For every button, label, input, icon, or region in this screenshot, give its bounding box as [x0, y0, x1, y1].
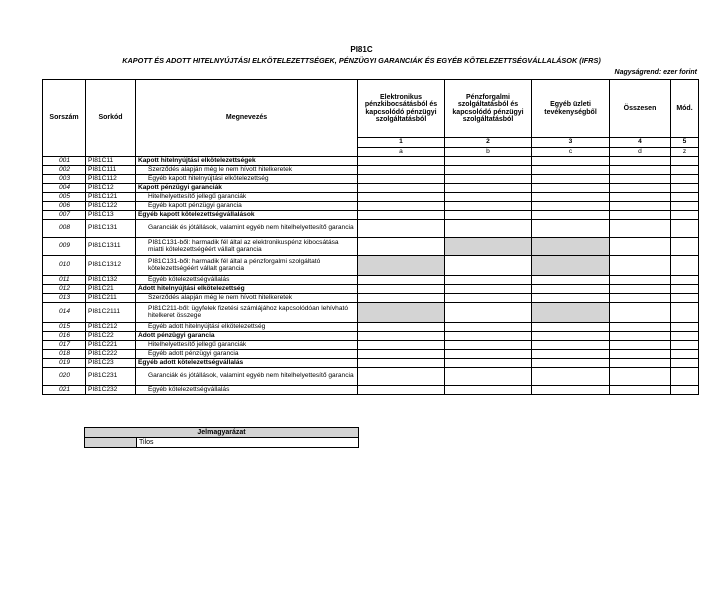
header-megnevezes: Megnevezés [136, 80, 358, 157]
row-number: 020 [43, 368, 86, 386]
value-cell[interactable] [610, 211, 671, 220]
row-number: 014 [43, 303, 86, 323]
value-cell[interactable] [532, 193, 610, 202]
table-row [43, 157, 699, 166]
row-code: PI81C121 [86, 193, 136, 202]
table-row [43, 193, 699, 202]
table-row [43, 303, 699, 323]
value-cell [532, 303, 610, 323]
row-code: PI81C212 [86, 323, 136, 332]
value-cell[interactable] [358, 220, 445, 238]
value-cell [358, 256, 445, 276]
row-number: 015 [43, 323, 86, 332]
table-row [43, 323, 699, 332]
value-cell [358, 303, 445, 323]
value-cell[interactable] [358, 386, 445, 395]
table-row [43, 294, 699, 303]
row-number: 016 [43, 332, 86, 341]
row-name: Egyéb adott pénzügyi garancia [136, 350, 358, 359]
value-cell[interactable] [532, 294, 610, 303]
value-cell[interactable] [532, 157, 610, 166]
table-row [43, 166, 699, 175]
value-cell[interactable] [532, 359, 610, 368]
value-cell[interactable] [610, 323, 671, 332]
table-row [43, 359, 699, 368]
value-cell[interactable] [671, 276, 699, 285]
value-cell[interactable] [358, 368, 445, 386]
value-cell[interactable] [610, 166, 671, 175]
value-cell[interactable] [532, 202, 610, 211]
value-cell[interactable] [610, 294, 671, 303]
table-row [43, 276, 699, 285]
row-name: Garanciák és jótállások, valamint egyéb nem hitelhelyettesítő garancia [136, 368, 358, 386]
row-code: PI81C1312 [86, 256, 136, 276]
value-cell[interactable] [358, 175, 445, 184]
column-number: 2 [445, 138, 532, 148]
row-name: Egyéb adott kötelezettségvállalás [136, 359, 358, 368]
column-number: 3 [532, 138, 610, 148]
row-name: Hitelhelyettesítő jellegű garanciák [136, 341, 358, 350]
row-code: PI81C132 [86, 276, 136, 285]
value-cell[interactable] [358, 332, 445, 341]
column-number: 4 [610, 138, 671, 148]
form-title: KAPOTT ÉS ADOTT HITELNYÚJTÁSI ELKÖTELEZETTSÉGEK, PÉNZÜGYI GARANCIÁK ÉS EGYÉB KÖTELEZETTSÉGVÁLLALÁSOK (IFRS) [122, 56, 601, 65]
value-cell[interactable] [671, 238, 699, 256]
header-sorszam: Sorszám [43, 80, 86, 157]
row-number: 007 [43, 211, 86, 220]
row-name: PI81C131-ből: harmadik fél által az elektronikuspénz kibocsátása miatti kötelezettségéért vállalt garancia [136, 238, 358, 256]
legend-item-label: Tilos [137, 438, 359, 448]
value-cell[interactable] [358, 341, 445, 350]
table-row [43, 238, 699, 256]
value-cell[interactable] [532, 350, 610, 359]
row-code: PI81C2111 [86, 303, 136, 323]
table-row [43, 202, 699, 211]
value-cell[interactable] [358, 193, 445, 202]
legend-grey-swatch [85, 438, 137, 448]
value-cell[interactable] [445, 332, 532, 341]
value-cell[interactable] [610, 220, 671, 238]
value-cell[interactable] [610, 350, 671, 359]
value-cell[interactable] [358, 166, 445, 175]
row-number: 012 [43, 285, 86, 294]
row-name: Egyéb kapott hitelnyújtási elkötelezettség [136, 175, 358, 184]
table-row [43, 350, 699, 359]
table-row [43, 285, 699, 294]
value-cell[interactable] [358, 211, 445, 220]
header-col2: Pénzforgalmi szolgáltatásból és kapcsolódó pénzügyi szolgáltatásból [445, 80, 532, 138]
value-cell[interactable] [610, 386, 671, 395]
row-number: 002 [43, 166, 86, 175]
row-number: 021 [43, 386, 86, 395]
value-cell[interactable] [532, 184, 610, 193]
row-name: Egyéb kapott pénzügyi garancia [136, 202, 358, 211]
value-cell[interactable] [445, 211, 532, 220]
row-number: 019 [43, 359, 86, 368]
row-number: 004 [43, 184, 86, 193]
value-cell[interactable] [445, 220, 532, 238]
value-cell[interactable] [445, 193, 532, 202]
value-cell[interactable] [671, 157, 699, 166]
value-cell[interactable] [532, 285, 610, 294]
value-cell[interactable] [671, 193, 699, 202]
value-cell[interactable] [671, 184, 699, 193]
value-cell[interactable] [532, 175, 610, 184]
row-code: PI81C1311 [86, 238, 136, 256]
table-row [43, 175, 699, 184]
value-cell[interactable] [610, 341, 671, 350]
value-cell[interactable] [671, 202, 699, 211]
table-row [43, 341, 699, 350]
row-name: PI81C131-ből: harmadik fél által a pénzforgalmi szolgáltató kötelezettségéért vállalt garancia [136, 256, 358, 276]
value-cell[interactable] [532, 332, 610, 341]
value-cell[interactable] [445, 184, 532, 193]
value-cell[interactable] [358, 294, 445, 303]
value-cell[interactable] [532, 323, 610, 332]
value-cell [445, 238, 532, 256]
row-name: Egyéb kötelezettségvállalás [136, 276, 358, 285]
value-cell[interactable] [610, 368, 671, 386]
value-cell[interactable] [445, 166, 532, 175]
value-cell[interactable] [610, 332, 671, 341]
row-number: 001 [43, 157, 86, 166]
row-code: PI81C22 [86, 332, 136, 341]
value-cell[interactable] [445, 350, 532, 359]
value-cell[interactable] [358, 157, 445, 166]
row-code: PI81C112 [86, 175, 136, 184]
row-name: Szerződés alapján még le nem hívott hitelkeretek [136, 166, 358, 175]
value-cell[interactable] [671, 211, 699, 220]
column-number: 5 [671, 138, 699, 148]
row-number: 008 [43, 220, 86, 238]
value-cell[interactable] [358, 285, 445, 294]
table-row [43, 184, 699, 193]
header-col5: Mód. [671, 80, 699, 138]
form-code: PI81C [350, 45, 373, 54]
value-cell[interactable] [610, 276, 671, 285]
legend-title: Jelmagyarázat [85, 428, 359, 438]
value-cell[interactable] [445, 368, 532, 386]
value-cell[interactable] [532, 341, 610, 350]
row-number: 010 [43, 256, 86, 276]
value-cell[interactable] [610, 256, 671, 276]
value-cell[interactable] [358, 276, 445, 285]
value-cell[interactable] [671, 341, 699, 350]
value-cell[interactable] [358, 359, 445, 368]
header-col3: Egyéb üzleti tevékenységből [532, 80, 610, 138]
row-code: PI81C231 [86, 368, 136, 386]
row-code: PI81C23 [86, 359, 136, 368]
report-table [42, 79, 699, 395]
row-code: PI81C11 [86, 157, 136, 166]
row-code: PI81C13 [86, 211, 136, 220]
row-name: Hitelhelyettesítő jellegű garanciák [136, 193, 358, 202]
row-code: PI81C222 [86, 350, 136, 359]
table-row [43, 386, 699, 395]
value-cell[interactable] [671, 303, 699, 323]
row-number: 013 [43, 294, 86, 303]
table-row [43, 211, 699, 220]
row-number: 011 [43, 276, 86, 285]
row-name: Garanciák és jótállások, valamint egyéb nem hitelhelyettesítő garancia [136, 220, 358, 238]
table-row [43, 368, 699, 386]
value-cell[interactable] [532, 276, 610, 285]
value-cell[interactable] [671, 350, 699, 359]
value-cell [532, 238, 610, 256]
row-name: Egyéb kapott kötelezettségvállalások [136, 211, 358, 220]
column-letter: z [671, 148, 699, 157]
value-cell[interactable] [610, 193, 671, 202]
header-col4: Összesen [610, 80, 671, 138]
value-cell[interactable] [445, 386, 532, 395]
row-number: 003 [43, 175, 86, 184]
value-cell[interactable] [671, 285, 699, 294]
row-name: Adott pénzügyi garancia [136, 332, 358, 341]
column-letter: d [610, 148, 671, 157]
row-code: PI81C221 [86, 341, 136, 350]
value-cell[interactable] [610, 359, 671, 368]
column-letter: c [532, 148, 610, 157]
row-number: 005 [43, 193, 86, 202]
value-cell[interactable] [358, 202, 445, 211]
column-number: 1 [358, 138, 445, 148]
header-sorkod: Sorkód [86, 80, 136, 157]
column-letter: b [445, 148, 532, 157]
value-cell[interactable] [532, 220, 610, 238]
row-name: Szerződés alapján még le nem hívott hitelkeretek [136, 294, 358, 303]
value-cell[interactable] [445, 256, 532, 276]
value-cell[interactable] [358, 184, 445, 193]
value-cell[interactable] [610, 175, 671, 184]
value-cell[interactable] [671, 332, 699, 341]
row-code: PI81C122 [86, 202, 136, 211]
value-cell[interactable] [671, 175, 699, 184]
row-name: Kapott pénzügyi garanciák [136, 184, 358, 193]
value-cell[interactable] [610, 184, 671, 193]
value-cell[interactable] [610, 157, 671, 166]
value-cell[interactable] [532, 211, 610, 220]
value-cell[interactable] [671, 294, 699, 303]
value-cell[interactable] [445, 341, 532, 350]
value-cell[interactable] [358, 238, 445, 256]
header-col1: Elektronikus pénzkibocsátásból és kapcsolódó pénzügyi szolgáltatásból [358, 80, 445, 138]
row-code: PI81C111 [86, 166, 136, 175]
value-cell[interactable] [445, 202, 532, 211]
row-code: PI81C232 [86, 386, 136, 395]
value-cell[interactable] [358, 350, 445, 359]
value-cell[interactable] [445, 175, 532, 184]
column-letter: a [358, 148, 445, 157]
row-code: PI81C12 [86, 184, 136, 193]
row-number: 017 [43, 341, 86, 350]
row-code: PI81C21 [86, 285, 136, 294]
row-name: PI81C211-ből: ügyfelek fizetési számlájához kapcsolódóan lehívható hitelkeret összege [136, 303, 358, 323]
row-name: Egyéb adott hitelnyújtási elkötelezettség [136, 323, 358, 332]
value-cell[interactable] [671, 256, 699, 276]
legend-table [84, 427, 359, 448]
value-cell[interactable] [671, 368, 699, 386]
row-name: Egyéb kötelezettségvállalás [136, 386, 358, 395]
value-cell[interactable] [671, 323, 699, 332]
table-row [43, 220, 699, 238]
value-cell[interactable] [445, 157, 532, 166]
row-code: PI81C211 [86, 294, 136, 303]
row-number: 018 [43, 350, 86, 359]
value-cell [532, 256, 610, 276]
table-row [43, 332, 699, 341]
value-cell[interactable] [445, 303, 532, 323]
header-row [43, 80, 699, 138]
table-row [43, 256, 699, 276]
unit-note: Nagyságrend: ezer forint [614, 69, 697, 76]
value-cell[interactable] [610, 303, 671, 323]
value-cell[interactable] [671, 166, 699, 175]
row-name: Kapott hitelnyújtási elkötelezettségek [136, 157, 358, 166]
value-cell[interactable] [445, 323, 532, 332]
value-cell[interactable] [610, 285, 671, 294]
value-cell[interactable] [358, 323, 445, 332]
value-cell[interactable] [671, 386, 699, 395]
value-cell[interactable] [671, 220, 699, 238]
value-cell[interactable] [445, 294, 532, 303]
value-cell[interactable] [445, 285, 532, 294]
row-number: 009 [43, 238, 86, 256]
row-code: PI81C131 [86, 220, 136, 238]
row-name: Adott hitelnyújtási elkötelezettség [136, 285, 358, 294]
value-cell[interactable] [671, 359, 699, 368]
value-cell[interactable] [532, 368, 610, 386]
value-cell[interactable] [610, 238, 671, 256]
value-cell[interactable] [445, 359, 532, 368]
value-cell[interactable] [532, 166, 610, 175]
value-cell[interactable] [532, 386, 610, 395]
value-cell[interactable] [445, 276, 532, 285]
row-number: 006 [43, 202, 86, 211]
value-cell[interactable] [610, 202, 671, 211]
